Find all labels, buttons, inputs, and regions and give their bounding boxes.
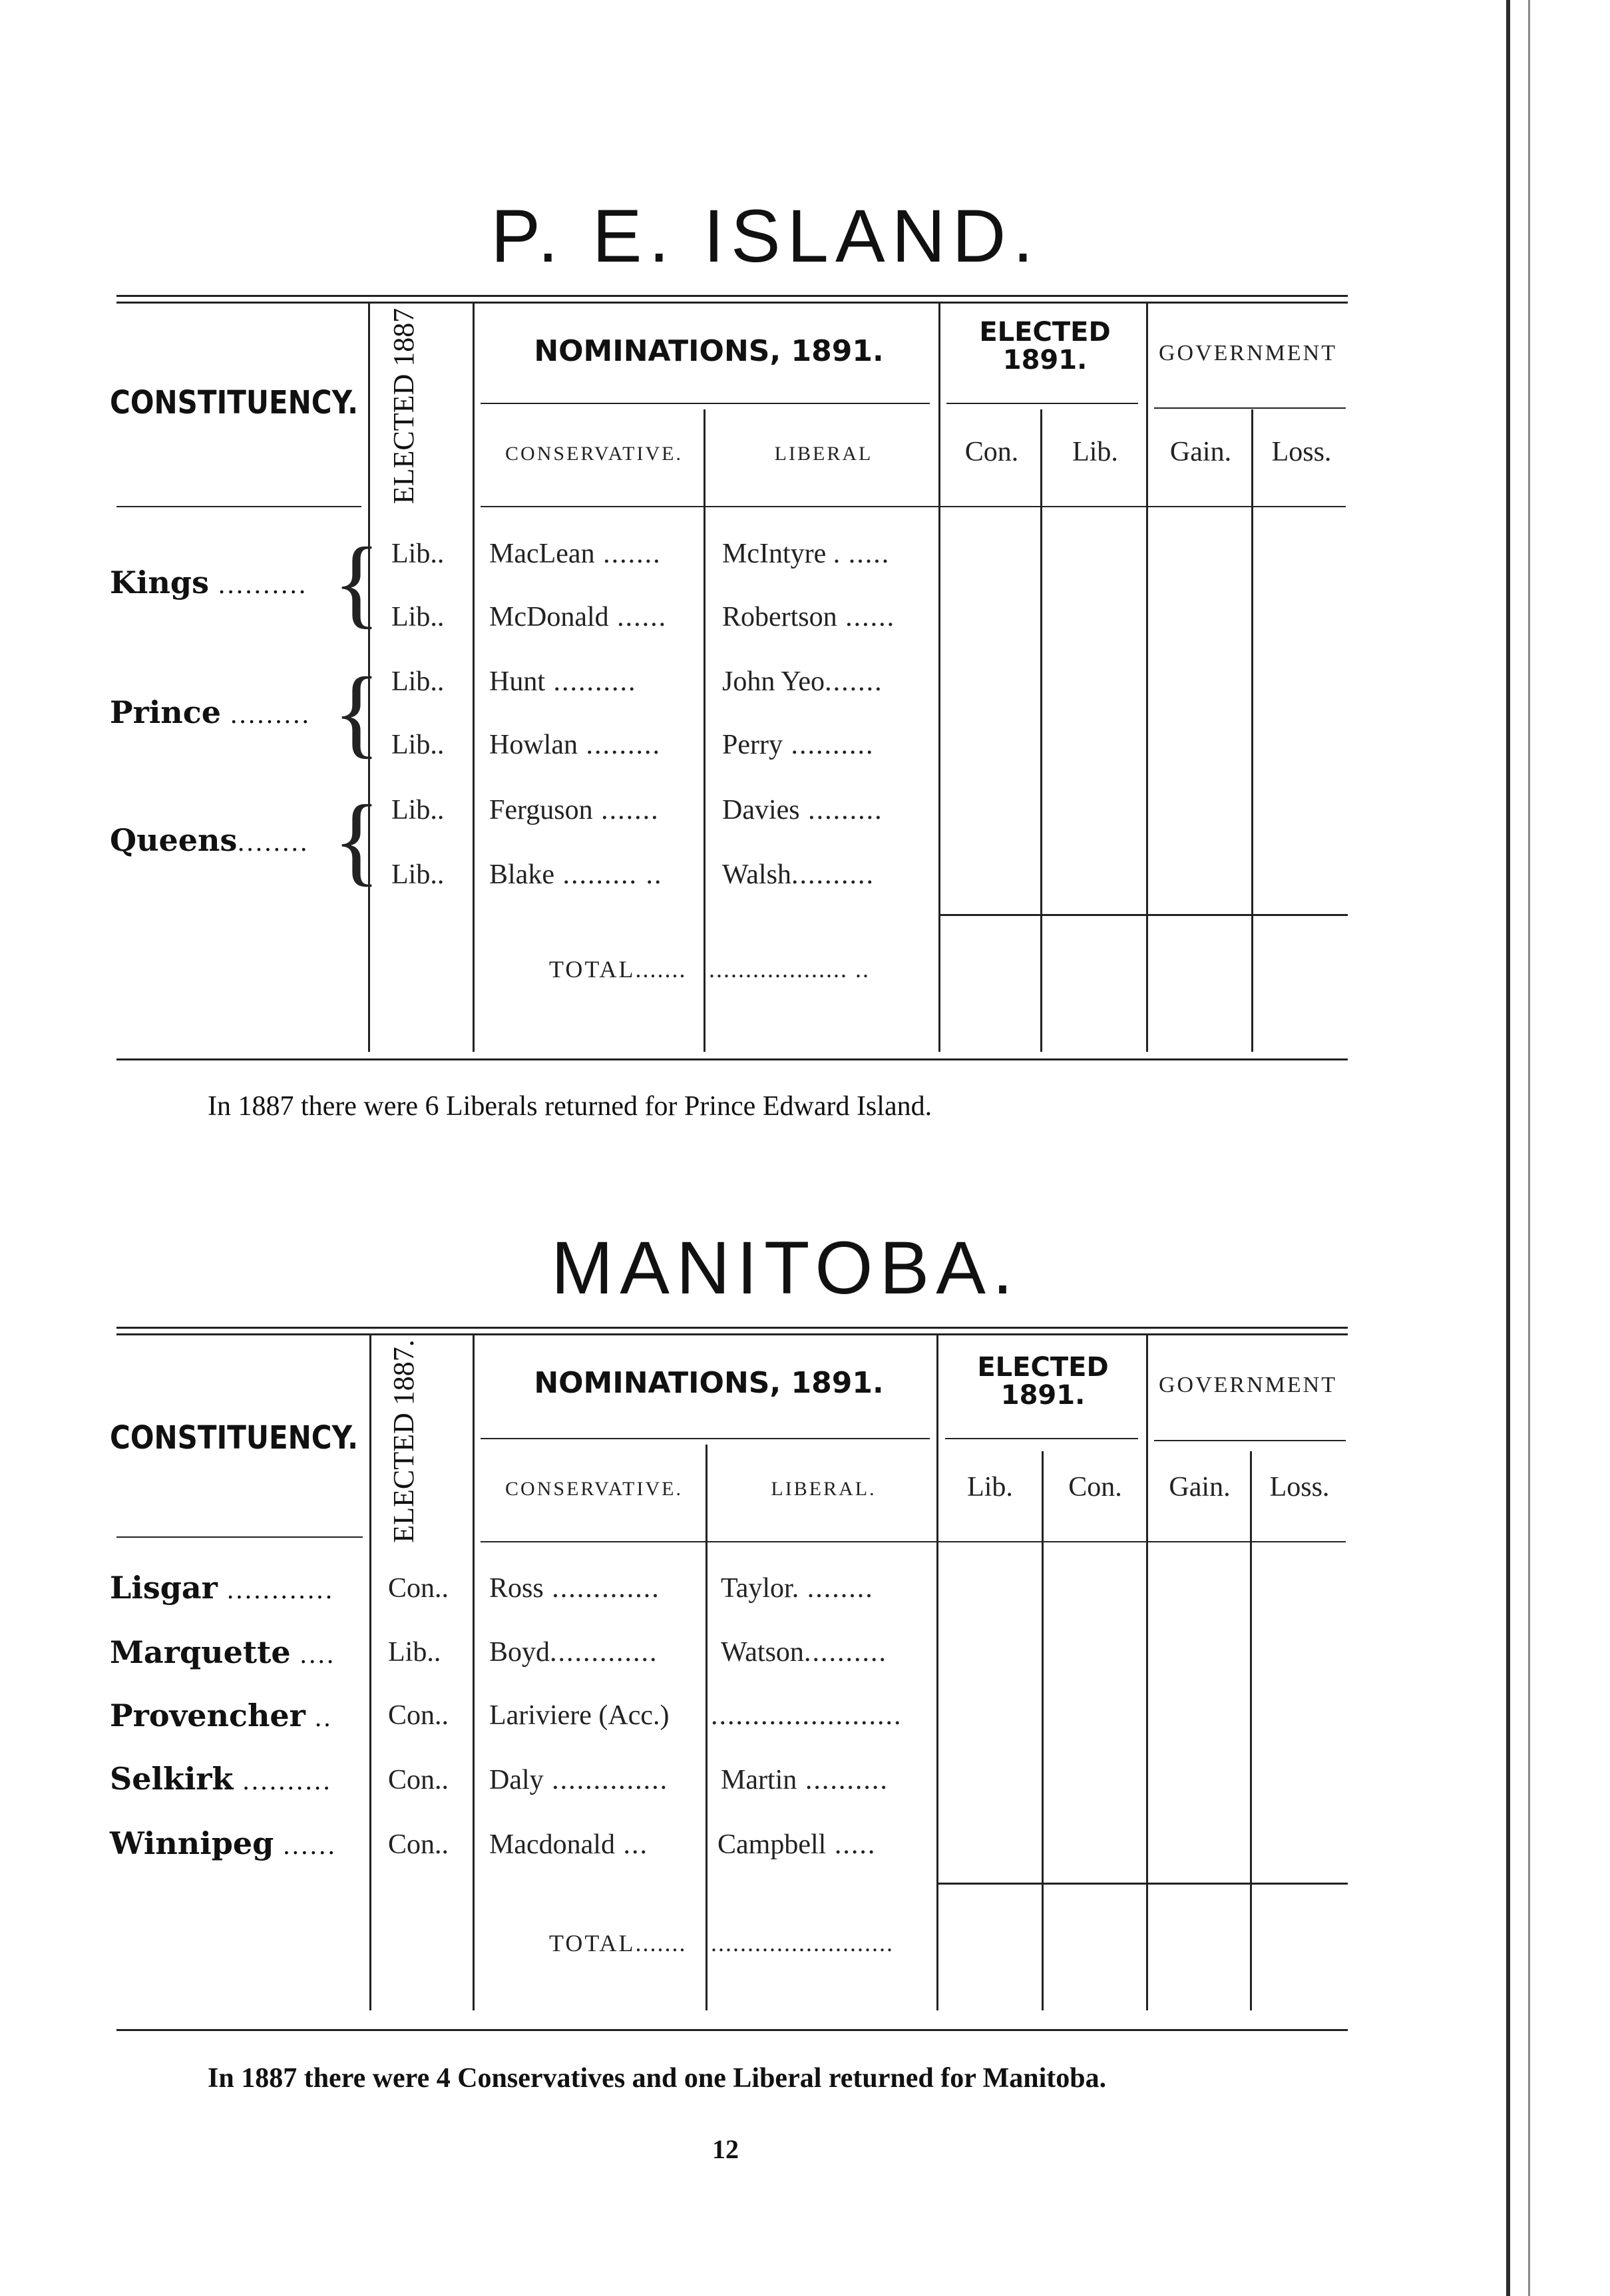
liberal-nominee: Davies ......... — [722, 795, 883, 825]
manitoba-loss-header: Loss. — [1269, 1472, 1330, 1502]
conservative-nominee: Hunt .......... — [489, 666, 637, 697]
conservative-nominee: Daly .............. — [489, 1765, 669, 1795]
conservative-nominee: Ross ............. — [489, 1573, 660, 1604]
conservative-nominee: Macdonald ... — [489, 1829, 648, 1860]
manitoba-nominations-header: NOMINATIONS, 1891. — [534, 1366, 884, 1400]
conservative-nominee: Blake ......... .. — [489, 859, 663, 890]
pei-note: In 1887 there were 6 Liberals returned for Prince Edward Island. — [208, 1091, 932, 1122]
pei-constituency-name: Prince ......... — [110, 694, 311, 730]
liberal-nominee: Watson.......... — [721, 1637, 887, 1668]
pei-total-dots: ................... .. — [709, 956, 870, 983]
manitoba-elected-1887-header: ELECTED 1887. — [387, 1339, 420, 1543]
elected-1887-cell: Lib.. — [391, 602, 445, 632]
conservative-nominee: Lariviere (Acc.) — [489, 1700, 670, 1731]
elected-1887-cell: Lib.. — [391, 539, 445, 569]
liberal-nominee: John Yeo....... — [722, 666, 883, 697]
liberal-nominee: McIntyre . ..... — [722, 539, 891, 569]
manitoba-constituency-header: CONSTITUENCY. — [110, 1419, 359, 1457]
liberal-nominee: Taylor. ........ — [721, 1573, 874, 1604]
pei-elected-1891-header: ELECTED 1891. — [979, 317, 1111, 375]
elected-1887-cell: Con.. — [388, 1765, 449, 1795]
pei-loss-header: Loss. — [1271, 437, 1332, 467]
liberal-nominee: ....................... — [711, 1700, 903, 1731]
elected-1887-cell: Lib.. — [391, 859, 445, 890]
manitoba-total-label: TOTAL....... — [549, 1930, 687, 1956]
conservative-nominee: Ferguson ....... — [489, 795, 660, 825]
manitoba-liberal-header: LIBERAL. — [771, 1478, 877, 1500]
manitoba-elected-con-header: Con. — [1068, 1472, 1122, 1502]
manitoba-elected-1891-header: ELECTED 1891. — [977, 1352, 1109, 1411]
manitoba-note: In 1887 there were 4 Conservatives and one Liberal returned for Manitoba. — [208, 2063, 1107, 2094]
pei-government-header: GOVERNMENT — [1159, 341, 1337, 365]
pei-constituency-header: CONSTITUENCY. — [110, 383, 359, 421]
pei-total-label: TOTAL....... — [549, 956, 687, 983]
elected-1887-cell: Lib.. — [391, 730, 445, 760]
pei-title: P. E. ISLAND. — [491, 194, 1040, 278]
elected-1887-cell: Con.. — [388, 1700, 449, 1731]
conservative-nominee: McDonald ...... — [489, 602, 668, 632]
manitoba-gain-header: Gain. — [1169, 1472, 1231, 1502]
pei-constituency-name: Queens........ — [110, 822, 309, 858]
conservative-nominee: Howlan ......... — [489, 730, 661, 760]
brace: { — [333, 527, 381, 638]
conservative-nominee: Boyd............. — [489, 1637, 658, 1668]
manitoba-elected-lib-header: Lib. — [967, 1472, 1013, 1502]
liberal-nominee: Campbell ..... — [717, 1829, 877, 1860]
manitoba-constituency-name: Marquette .... — [110, 1634, 335, 1670]
manitoba-conservative-header: CONSERVATIVE. — [505, 1478, 683, 1500]
pei-elected-lib-header: Lib. — [1072, 437, 1118, 467]
page-edge — [1506, 0, 1510, 2296]
elected-1887-cell: Lib.. — [391, 666, 445, 697]
pei-conservative-header: CONSERVATIVE. — [505, 443, 683, 465]
elected-1887-cell: Lib.. — [391, 795, 445, 825]
page-number: 12 — [712, 2134, 739, 2164]
manitoba-title: MANITOBA. — [550, 1226, 1020, 1309]
pei-elected-con-header: Con. — [964, 437, 1019, 467]
elected-1887-cell: Con.. — [388, 1829, 449, 1860]
conservative-nominee: MacLean ....... — [489, 539, 662, 569]
manitoba-constituency-name: Selkirk .......... — [110, 1761, 332, 1797]
elected-1887-cell: Con.. — [388, 1573, 449, 1604]
manitoba-government-header: GOVERNMENT — [1159, 1373, 1337, 1397]
manitoba-constituency-name: Lisgar ............ — [110, 1570, 334, 1606]
manitoba-constituency-name: Provencher .. — [110, 1698, 333, 1733]
pei-gain-header: Gain. — [1169, 437, 1232, 467]
elected-1887-cell: Lib.. — [388, 1637, 441, 1668]
liberal-nominee: Martin .......... — [721, 1765, 889, 1795]
liberal-nominee: Perry .......... — [722, 730, 875, 760]
pei-liberal-header: LIBERAL — [774, 443, 873, 465]
pei-elected-1887-header: ELECTED 1887 — [387, 308, 420, 505]
brace: { — [333, 785, 381, 895]
pei-nominations-header: NOMINATIONS, 1891. — [534, 334, 884, 368]
liberal-nominee: Robertson ...... — [722, 602, 896, 632]
brace: { — [333, 657, 381, 768]
liberal-nominee: Walsh.......... — [722, 859, 875, 890]
page-edge-shadow — [1528, 0, 1530, 2296]
manitoba-constituency-name: Winnipeg ...... — [110, 1825, 337, 1861]
manitoba-total-dots: ......................... — [711, 1930, 894, 1956]
pei-constituency-name: Kings .......... — [110, 565, 307, 600]
